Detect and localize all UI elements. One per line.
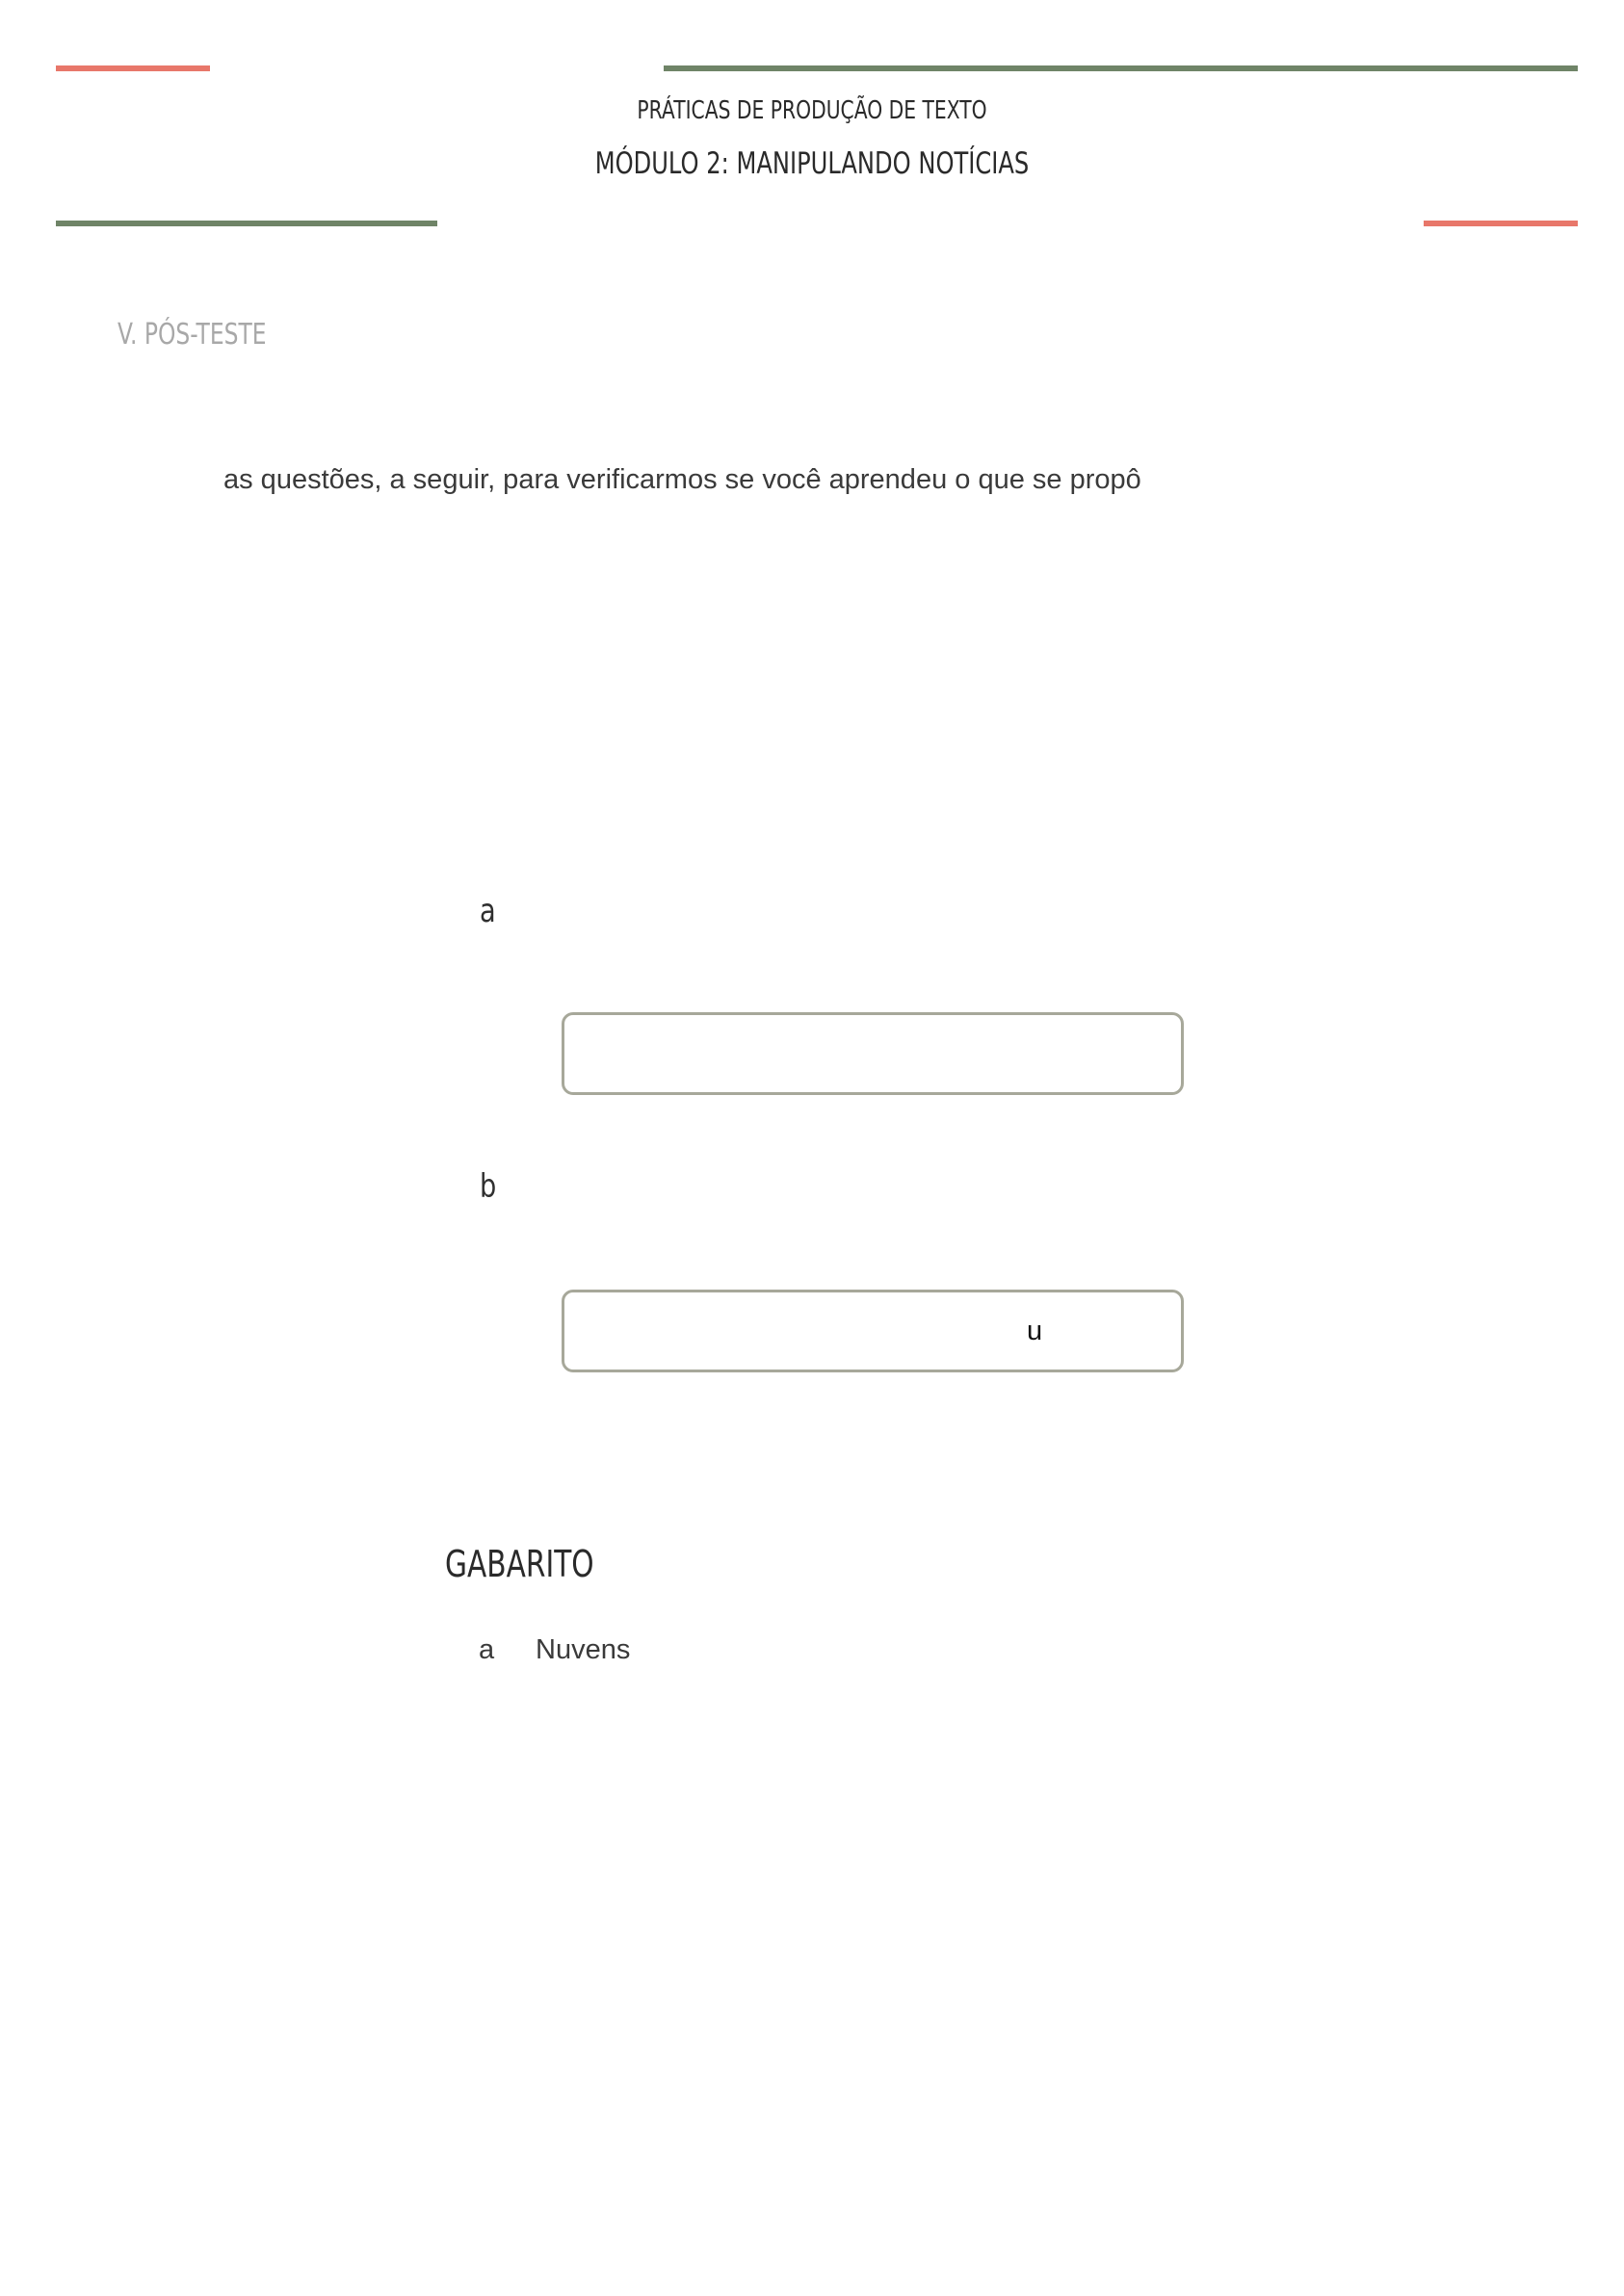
- answer-b-text: u: [1027, 1316, 1043, 1346]
- question-a-label: a: [480, 892, 496, 930]
- question-b-label: b: [480, 1167, 497, 1206]
- answer-a-box[interactable]: [562, 1012, 1184, 1095]
- header-rule-bottom-right: [1424, 221, 1578, 226]
- answer-key-item-text: Nuvens: [536, 1634, 631, 1665]
- answer-b-box[interactable]: [562, 1290, 1184, 1372]
- section-heading: V. PÓS-TESTE: [118, 318, 267, 352]
- header-rule-top-left: [56, 65, 210, 71]
- header-rule-top-right: [664, 65, 1578, 71]
- course-title: PRÁTICAS DE PRODUÇÃO DE TEXTO: [637, 96, 987, 125]
- intro-text: as questões, a seguir, para verificarmos se você aprendeu o que se propô: [223, 464, 1141, 495]
- answer-key-heading: GABARITO: [445, 1543, 594, 1585]
- header-rule-bottom-left: [56, 221, 437, 226]
- answer-key-item-letter: a: [479, 1634, 495, 1665]
- module-title: MÓDULO 2: MANIPULANDO NOTÍCIAS: [594, 146, 1030, 181]
